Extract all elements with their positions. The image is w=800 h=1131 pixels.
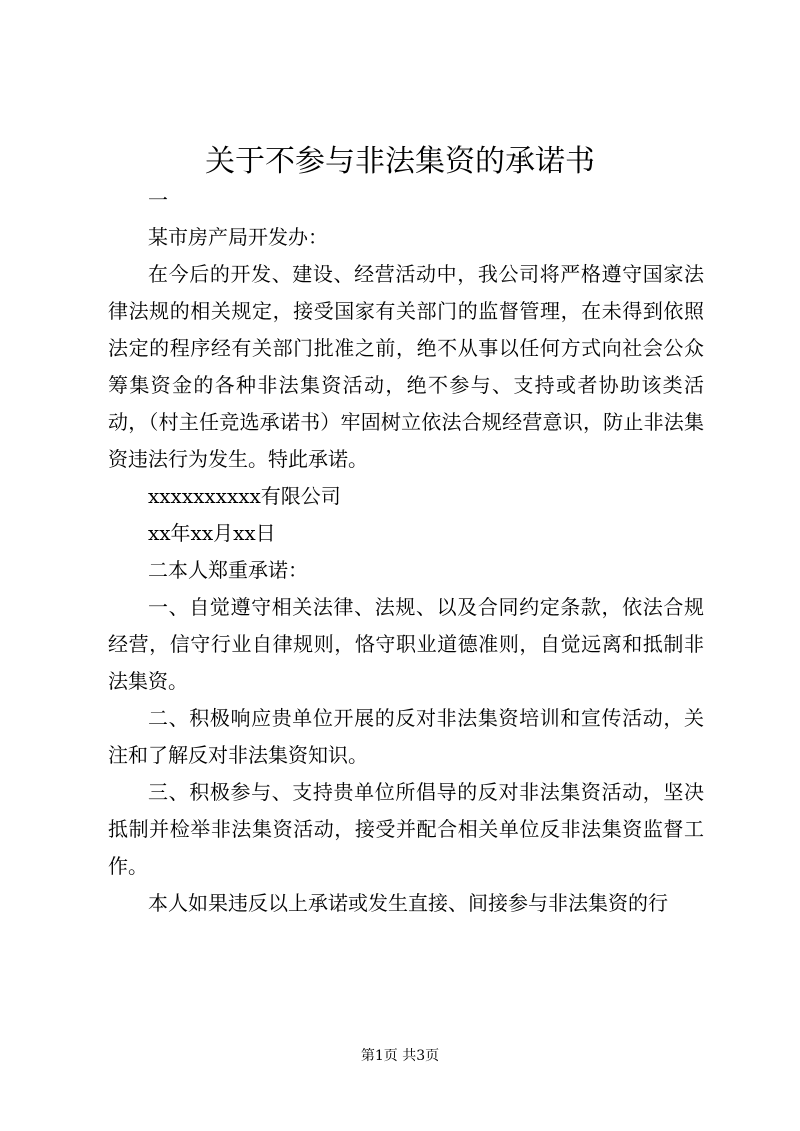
pledge-item-2: 二、积极响应贵单位开展的反对非法集资培训和宣传活动，关注和了解反对非法集资知识。	[108, 706, 704, 767]
document-title: 关于不参与非法集资的承诺书	[205, 144, 595, 179]
closing-paragraph: 本人如果违反以上承诺或发生直接、间接参与非法集资的行	[148, 891, 668, 915]
signature-date: xx年xx月xx日	[148, 521, 276, 545]
pledge-item-1: 一、自觉遵守相关法律、法规、以及合同约定条款，依法合规经营，信守行业自律规则，恪守职业道德准则，自觉远离和抵制非法集资。	[108, 595, 704, 693]
pledge-item-3: 三、积极参与、支持贵单位所倡导的反对非法集资活动，坚决抵制并检举非法集资活动，接受并配合相关单位反非法集资监督工作。	[108, 780, 704, 878]
section-marker-one: 一	[148, 188, 168, 212]
addressee: 某市房产局开发办：	[148, 225, 328, 249]
company-name: xxxxxxxxxx有限公司	[148, 484, 341, 508]
document-body	[108, 182, 704, 922]
section-two-heading: 二本人郑重承诺：	[148, 558, 308, 582]
commitment-paragraph: 在今后的开发、建设、经营活动中，我公司将严格遵守国家法律法规的相关规定，接受国家有关部门的监督管理，在未得到依照法定的程序经有关部门批准之前，绝不从事以任何方式向社会公众筹集资金的各种非法集资活动，绝不参与、支持或者协助该类活动，（村主任竞选承诺书）牢固树立依法合规经营意识，防止非法集资违法行为发生。特此承诺。	[108, 262, 704, 471]
page-number-footer: 第1页 共3页	[360, 1048, 440, 1064]
